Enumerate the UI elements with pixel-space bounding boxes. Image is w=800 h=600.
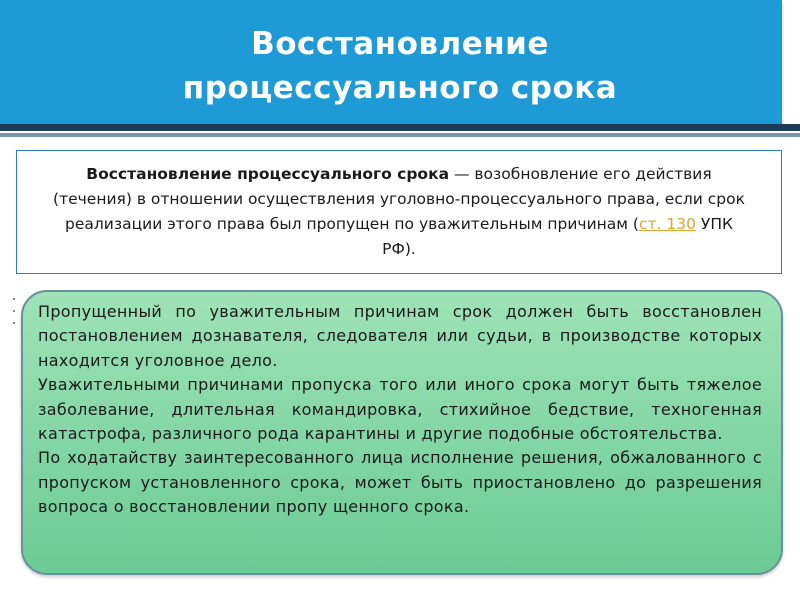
slide-title-line-1: Восстановление (251, 26, 549, 62)
slide-title (0, 22, 800, 110)
side-dot (13, 310, 15, 312)
title-divider-dark (0, 124, 800, 131)
side-dot (13, 298, 15, 300)
details-text (38, 300, 762, 520)
definition-term: Восстановление процессуального срока (86, 165, 450, 183)
definition-end: УПК РФ). (382, 215, 734, 258)
definition-box (16, 150, 782, 274)
definition-text (47, 162, 751, 262)
definition-body: — возобновление его действия (течения) в отношении осуществления уголовно-процессуального права, если срок реализации этого права был пропущен по уважительным причинам ( (53, 165, 745, 233)
paragraph-restoration: Пропущенный по уважительным причинам срок должен быть восстановлен постановлением дознавателя, следователя или судьи, в производстве которых находится уголовное дело. (38, 302, 762, 370)
article-130-link[interactable]: ст. 130 (638, 215, 696, 233)
side-dot (13, 322, 15, 324)
paragraph-valid-reasons: Уважительными причинами пропуска того или иного срока могут быть тяжелое заболевание, длительная командировка, стихийное бедствие, техногенная катастрофа, различного рода карантины и другие подобные обстоятельства. (38, 375, 762, 444)
paragraph-suspension: По ходатайству заинтересованного лица исполнение решения, обжалованного с пропуском установленного срока, может быть приостановлено до разрешения вопроса о восстановлении пропу щенного срока. (38, 448, 762, 517)
slide-title-line-2: процессуального срока (182, 70, 618, 106)
title-divider-light (0, 133, 800, 137)
